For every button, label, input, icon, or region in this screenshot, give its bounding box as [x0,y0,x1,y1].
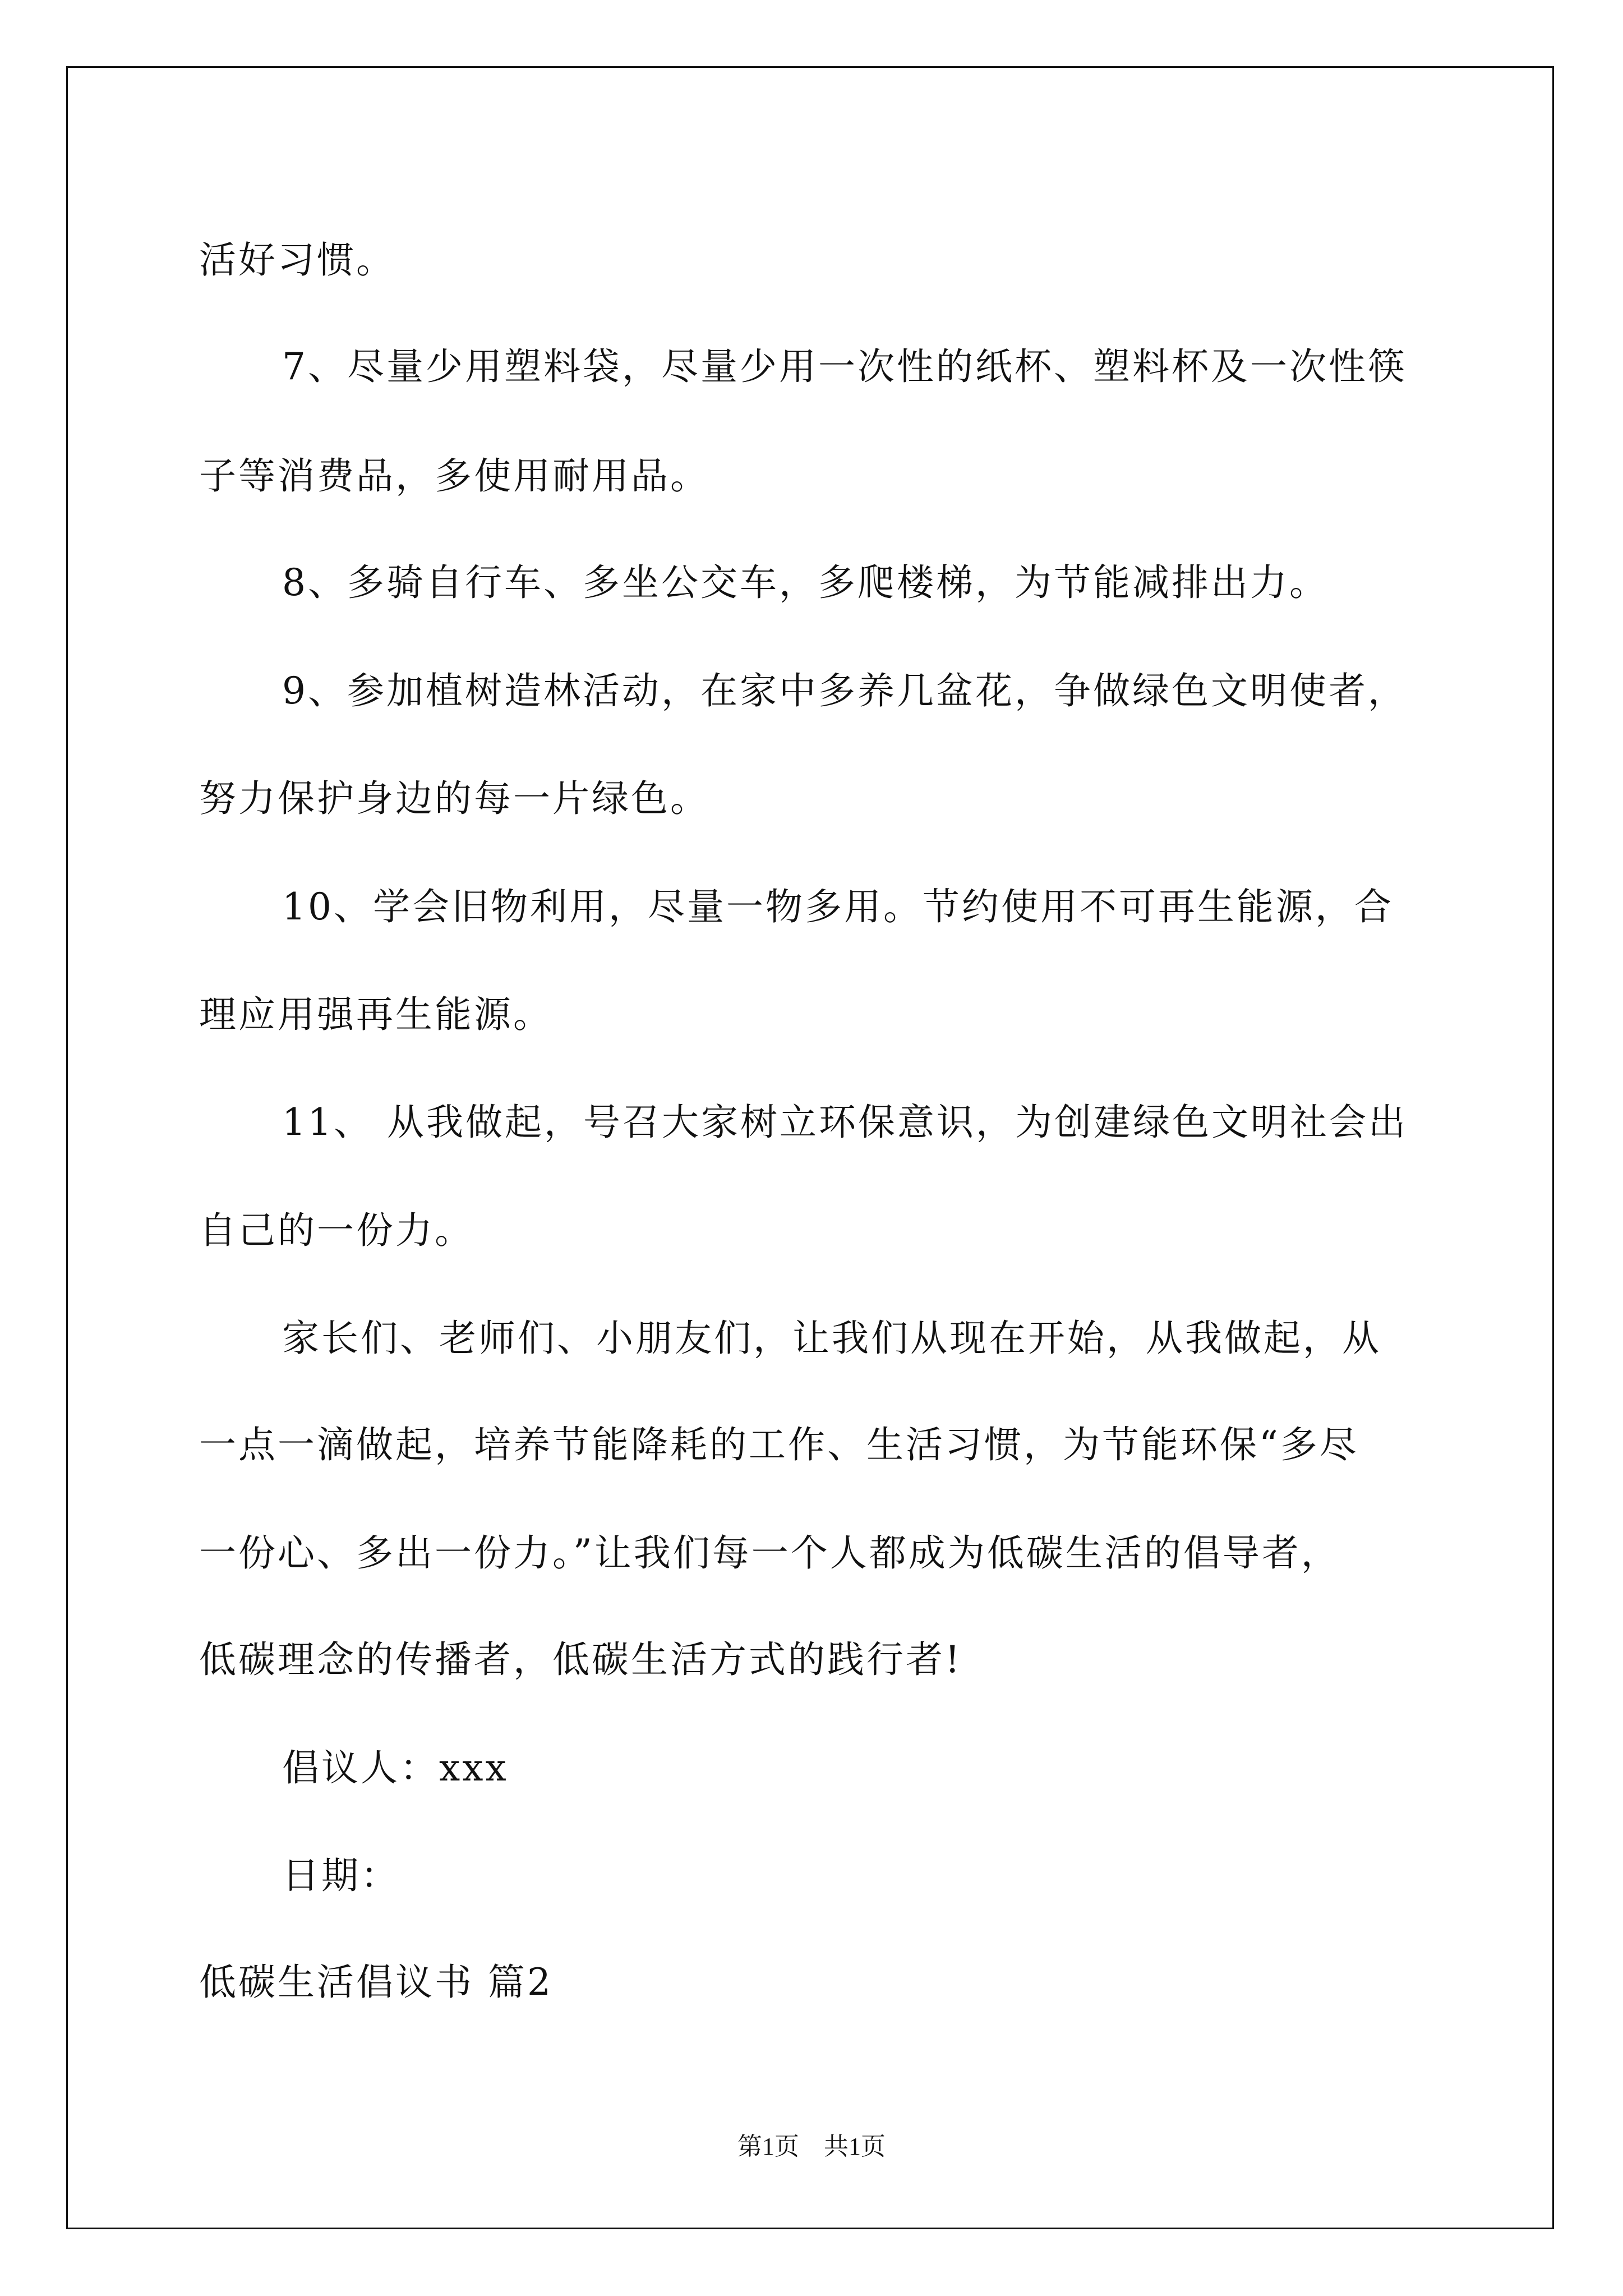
text-line: 低碳理念的传播者，低碳生活方式的践行者! [199,1638,962,1681]
page-total: 共1页 [824,2133,886,2160]
text-line: 7、尽量少用塑料袋，尽量少用一次性的纸杯、塑料杯及一次性筷 [282,345,1407,388]
text-line: 11、 从我做起，号召大家树立环保意识，为创建绿色文明社会出 [282,1101,1408,1144]
page-border [66,66,1554,2229]
text-line: 努力保护身边的每一片绿色。 [199,777,709,820]
text-line: 家长们、老师们、小朋友们，让我们从现在开始，从我做起，从 [282,1317,1381,1360]
text-line: 理应用强再生能源。 [199,993,552,1036]
text-line: 活好习惯。 [199,238,395,282]
text-line: 10、学会旧物利用，尽量一物多用。节约使用不可再生能源，合 [282,885,1394,928]
text-line: 一份心、多出一份力。”让我们每一个人都成为低碳生活的倡导者， [199,1531,1340,1575]
text-line: 子等消费品，多使用耐用品。 [199,454,709,498]
page-footer [0,2126,1623,2162]
text-line: 自己的一份力。 [199,1209,474,1252]
text-line: 一点一滴做起，培养节能降耗的工作、生活习惯，为节能环保“多尽 [199,1423,1359,1466]
page-number: 第1页 [737,2133,799,2160]
date-line: 日期： [282,1854,400,1897]
text-line: 9、参加植树造林活动，在家中多养几盆花，争做绿色文明使者， [282,669,1407,712]
text-line: 8、多骑自行车、多坐公交车，多爬楼梯，为节能减排出力。 [282,561,1329,604]
section-heading: 低碳生活倡议书 篇2 [199,1961,553,2004]
signer-line: 倡议人：xxx [282,1746,509,1789]
